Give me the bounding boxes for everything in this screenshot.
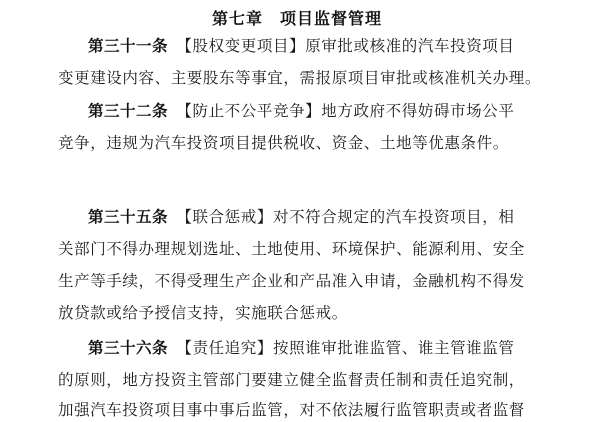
article-title: 【联合惩戒】 (184, 208, 273, 226)
article-number: 第三十六条 (88, 339, 169, 357)
article-text-line: 原审批或核准的汽车投资项目 (305, 37, 515, 55)
article-text-line: 生产等手续，不得受理生产企业和产品准入申请，金融机构不得发 (58, 272, 525, 290)
article-first-line (88, 207, 515, 227)
article-number: 第三十五条 (88, 208, 169, 226)
article-title: 【股权变更项目】 (184, 37, 306, 55)
article-text-line: 的原则，地方投资主管部门要建立健全监督责任制和责任追究制， (58, 371, 525, 389)
chapter-title: 第七章 项目监督管理 (211, 9, 382, 28)
article-text-line: 地方政府不得妨碍市场公平 (321, 102, 515, 120)
article-text-line: 变更建设内容、主要股东等事宜，需报原项目审批或核准机关办理。 (58, 69, 542, 87)
article-first-line (88, 101, 514, 121)
article-title: 【防止不公平竞争】 (184, 102, 322, 120)
article-text-line: 按照谁审批谁监管、谁主管谁监管 (272, 339, 515, 357)
article-title: 【责任追究】 (184, 339, 273, 357)
article-text-line: 对不符合规定的汽车投资项目，相 (272, 208, 515, 226)
article-text-line: 加强汽车投资项目事中事后监管，对不依法履行监管职责或者监督 (58, 401, 525, 419)
article-first-line (88, 338, 515, 358)
article-number: 第三十二条 (88, 102, 169, 120)
article-text-line: 关部门不得办理规划选址、土地使用、环境保护、能源利用、安全 (58, 240, 525, 258)
article-text-line: 竞争，违规为汽车投资项目提供税收、资金、土地等优惠条件。 (58, 134, 509, 152)
article-text-line: 放贷款或给予授信支持，实施联合惩戒。 (58, 304, 348, 322)
article-first-line (88, 36, 515, 56)
article-number: 第三十一条 (88, 37, 169, 55)
